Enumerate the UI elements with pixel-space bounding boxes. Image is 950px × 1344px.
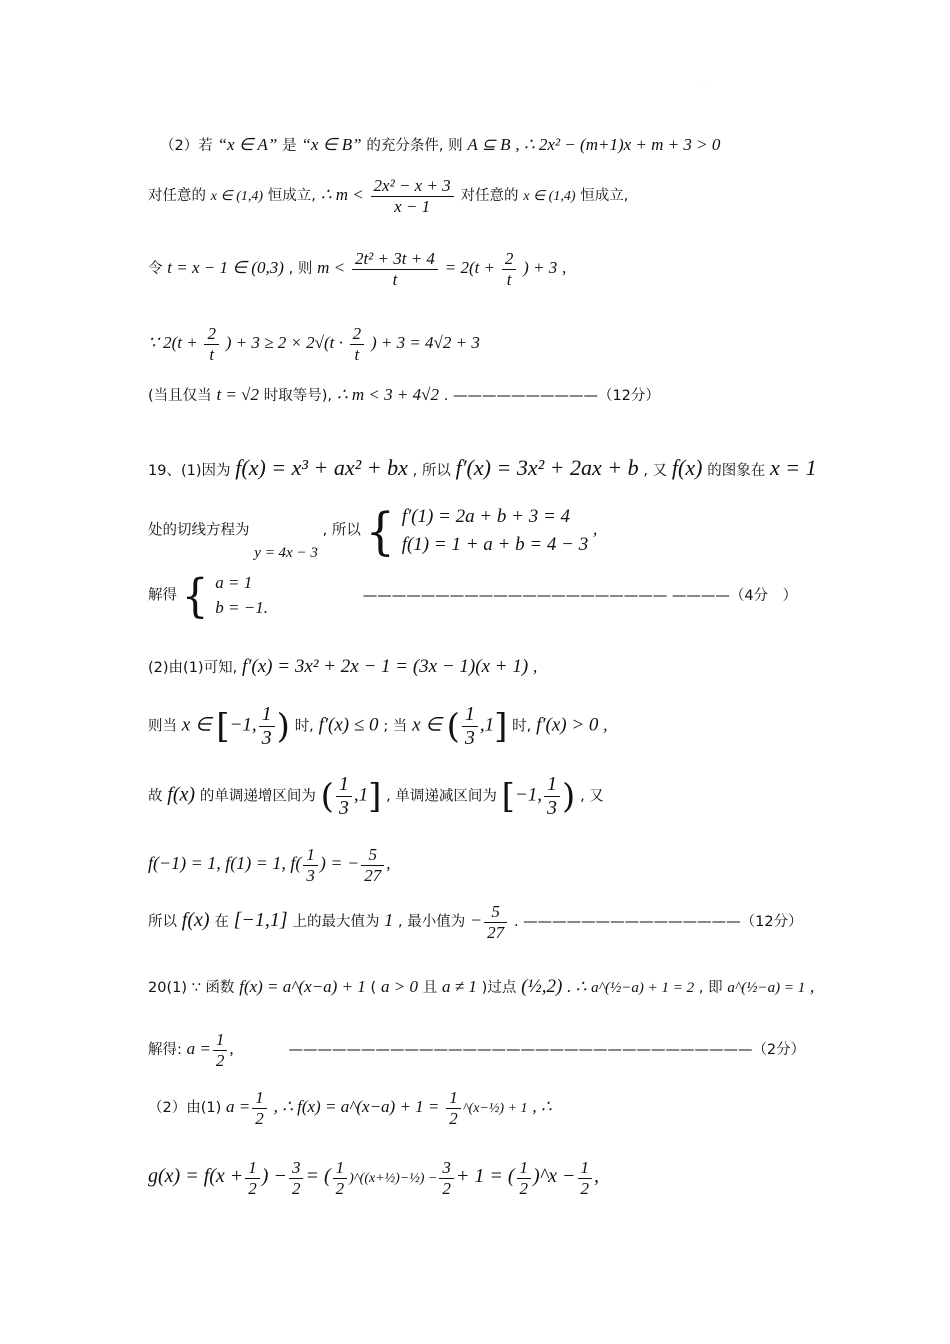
formula: f(x) bbox=[671, 455, 703, 480]
formula: , bbox=[229, 1039, 234, 1059]
formula: , bbox=[603, 715, 608, 735]
text: , 最小值为 bbox=[398, 914, 466, 931]
formula: a > 0 bbox=[381, 977, 418, 996]
text: ; 当 bbox=[383, 718, 408, 735]
fraction bbox=[544, 773, 560, 820]
text: 所以 bbox=[148, 914, 177, 931]
denominator: x − 1 bbox=[394, 196, 431, 216]
formula: , bbox=[809, 977, 815, 996]
text: , 又 bbox=[580, 788, 604, 805]
formula: a ≠ 1 bbox=[442, 977, 477, 996]
fraction bbox=[502, 249, 517, 289]
formula: = ( bbox=[305, 1165, 331, 1188]
numerator: 5 bbox=[361, 845, 384, 866]
text: )过点 bbox=[481, 980, 517, 996]
formula: f′(x) ≤ 0 bbox=[318, 714, 379, 736]
denominator: 2 bbox=[335, 1178, 345, 1198]
brace: { bbox=[181, 568, 209, 623]
denominator: 27 bbox=[487, 922, 505, 942]
line-sign-analysis bbox=[148, 703, 607, 750]
formula: (½,2) bbox=[521, 976, 563, 997]
numerator: 1 bbox=[333, 1158, 348, 1179]
line-function-values bbox=[148, 845, 390, 885]
fraction bbox=[371, 176, 454, 216]
line-part2-condition bbox=[160, 134, 720, 155]
text: 且 bbox=[422, 980, 438, 996]
formula: [−1,1] bbox=[233, 909, 288, 932]
bracket: [ bbox=[216, 706, 230, 747]
fraction bbox=[259, 703, 275, 750]
formula: a = bbox=[226, 1097, 251, 1117]
line-part2-f bbox=[148, 1088, 552, 1128]
numerator: 5 bbox=[484, 902, 507, 923]
formula: ^(x−½) + 1 bbox=[462, 1101, 528, 1117]
denominator: 3 bbox=[547, 797, 558, 819]
formula: 1 bbox=[384, 910, 394, 931]
text: 是 bbox=[282, 138, 297, 154]
formula: m < bbox=[317, 258, 346, 278]
line-q19-intro bbox=[148, 455, 817, 481]
formula: f(x) bbox=[167, 783, 196, 806]
formula: )^x − bbox=[533, 1165, 576, 1188]
formula: . ∴ bbox=[567, 977, 587, 996]
formula: ) − bbox=[261, 1165, 287, 1188]
numerator: 1 bbox=[544, 773, 560, 797]
formula: f′(x) = 3x² + 2x − 1 = (3x − 1)(x + 1) bbox=[241, 656, 529, 677]
denominator: 2 bbox=[449, 1108, 458, 1128]
equation: f(1) = 1 + a + b = 4 − 3 bbox=[401, 533, 589, 555]
formula: ∴ m < bbox=[320, 185, 364, 205]
numerator: 3 bbox=[439, 1158, 454, 1179]
text: 时, bbox=[512, 718, 532, 735]
fraction bbox=[462, 703, 478, 750]
score-marker: ————————————————————————————————（2分） bbox=[288, 1042, 806, 1059]
text: 解得 bbox=[148, 587, 177, 604]
denominator: 3 bbox=[261, 727, 272, 749]
line-derivative bbox=[148, 656, 537, 678]
fraction bbox=[245, 1158, 260, 1198]
fraction bbox=[213, 1030, 228, 1070]
text: 时, bbox=[294, 718, 314, 735]
line-equality-case bbox=[148, 384, 660, 405]
denominator: t bbox=[506, 269, 512, 289]
formula: x ∈ (1,4) bbox=[210, 189, 264, 205]
formula: ,1 bbox=[353, 784, 369, 806]
numerator: 1 bbox=[213, 1030, 228, 1051]
formula: ) = − bbox=[319, 853, 360, 874]
denominator: 2 bbox=[215, 1050, 225, 1070]
line-am-gm bbox=[148, 324, 480, 364]
formula: ∵ 2(t + bbox=[148, 333, 198, 353]
formula: , ∴ bbox=[532, 1097, 552, 1117]
denominator: t bbox=[209, 344, 215, 364]
numerator: 2t² + 3t + 4 bbox=[352, 249, 438, 270]
text: , 所以 bbox=[412, 463, 451, 479]
text: 恒成立, bbox=[580, 188, 629, 205]
text: 对任意的 bbox=[460, 188, 519, 205]
fraction bbox=[517, 1158, 532, 1198]
text: 则当 bbox=[148, 718, 177, 735]
text: , 即 bbox=[698, 980, 723, 996]
text: 处的切线方程为 bbox=[148, 522, 250, 539]
equation-system bbox=[215, 571, 268, 620]
text: 的图象在 bbox=[707, 463, 766, 479]
line-solution-ab bbox=[148, 568, 798, 623]
formula: , bbox=[593, 519, 598, 539]
numerator: 2 bbox=[502, 249, 517, 270]
numerator: 1 bbox=[578, 1158, 593, 1179]
fraction bbox=[484, 902, 507, 942]
formula: “x ∈ A” bbox=[217, 135, 278, 154]
formula: x ∈ (1,4) bbox=[523, 189, 576, 205]
numerator: 1 bbox=[446, 1088, 461, 1109]
denominator: 3 bbox=[338, 797, 349, 819]
formula: a^(½−a) + 1 = 2 bbox=[591, 980, 695, 996]
text: 时取等号), bbox=[263, 388, 333, 404]
formula: , bbox=[386, 854, 391, 874]
bracket: ] bbox=[368, 776, 382, 817]
bracket: ( bbox=[446, 706, 460, 747]
formula: x ∈ bbox=[181, 714, 212, 736]
fraction bbox=[352, 249, 438, 289]
formula: + 1 = ( bbox=[455, 1165, 515, 1188]
text: 上的最大值为 bbox=[292, 914, 380, 931]
formula: ) + 3 ≥ 2 × 2√(t · bbox=[225, 333, 343, 353]
text: , 单调递减区间为 bbox=[386, 788, 497, 805]
formula: “x ∈ B” bbox=[301, 135, 362, 154]
formula: ∴ m < 3 + 4√2 bbox=[336, 385, 439, 404]
formula: ) + 3 bbox=[523, 258, 558, 278]
formula: , ∴ 2x² − (m+1)x + m + 3 > 0 bbox=[515, 135, 721, 154]
fraction bbox=[303, 845, 318, 885]
formula: ) + 3 = 4√2 + 3 bbox=[370, 333, 480, 353]
bracket: ] bbox=[494, 706, 508, 747]
formula: = 2(t + bbox=[444, 258, 496, 278]
numerator: 2 bbox=[204, 324, 219, 345]
fraction bbox=[336, 773, 352, 820]
denominator: 2 bbox=[580, 1178, 590, 1198]
bracket: ) bbox=[276, 706, 290, 747]
formula: g(x) = f(x + bbox=[148, 1165, 244, 1188]
text: 的单调递增区间为 bbox=[199, 788, 316, 805]
formula: − bbox=[470, 910, 483, 931]
formula: , bbox=[562, 258, 567, 278]
formula: f′(x) = 3x² + 2ax + b bbox=[455, 455, 639, 480]
denominator: 2 bbox=[248, 1178, 257, 1198]
fraction bbox=[289, 1158, 304, 1198]
text: （2）由(1) bbox=[148, 1100, 222, 1117]
fraction bbox=[439, 1158, 454, 1198]
formula: −1, bbox=[514, 784, 543, 806]
text: , 所以 bbox=[322, 522, 361, 539]
fraction bbox=[446, 1088, 461, 1128]
fraction bbox=[252, 1088, 267, 1128]
line-g-function bbox=[148, 1158, 599, 1198]
equation: b = −1. bbox=[215, 597, 268, 617]
formula: t = √2 bbox=[216, 385, 259, 404]
numerator: 3 bbox=[289, 1158, 304, 1179]
formula: )^((x+½)−½) − bbox=[349, 1171, 438, 1187]
equation-system bbox=[402, 503, 589, 558]
formula: a^(½−a) = 1 bbox=[727, 980, 806, 996]
scan-dot: · bbox=[703, 80, 705, 87]
formula: y = 4x − 3 bbox=[254, 544, 318, 561]
formula: f′(x) > 0 bbox=[536, 714, 599, 736]
line-extreme-values bbox=[148, 902, 803, 942]
numerator: 1 bbox=[259, 703, 275, 727]
bracket: [ bbox=[501, 776, 515, 817]
text: 令 bbox=[148, 261, 163, 278]
denominator: 2 bbox=[291, 1178, 301, 1198]
denominator: 27 bbox=[364, 865, 382, 885]
numerator: 1 bbox=[303, 845, 318, 866]
brace: { bbox=[365, 500, 395, 561]
formula: f(−1) = 1, f(1) = 1, f( bbox=[148, 853, 302, 874]
text: 恒成立, bbox=[267, 188, 316, 205]
text: 19、(1)因为 bbox=[148, 463, 231, 479]
denominator: 2 bbox=[255, 1108, 264, 1128]
fraction bbox=[578, 1158, 593, 1198]
line-solve-a bbox=[148, 1030, 805, 1070]
bracket: ) bbox=[562, 776, 576, 817]
fraction bbox=[350, 324, 365, 364]
formula: A ⊆ B bbox=[467, 135, 511, 154]
line-tangent-system bbox=[148, 500, 598, 561]
line-m-inequality bbox=[148, 176, 628, 216]
text: 的充分条件, 则 bbox=[366, 138, 463, 154]
denominator: 2 bbox=[442, 1178, 451, 1198]
numerator: 1 bbox=[336, 773, 352, 797]
text: 20(1) ∵ 函数 bbox=[148, 980, 235, 996]
text: （2）若 bbox=[160, 138, 213, 154]
score-marker: . ——————————（12分） bbox=[443, 388, 660, 404]
formula: f(x) = a^(x−a) + 1 bbox=[239, 977, 366, 996]
denominator: t bbox=[392, 269, 398, 289]
text: 在 bbox=[214, 914, 229, 931]
numerator: 1 bbox=[517, 1158, 532, 1179]
score-marker: . ———————————————（12分） bbox=[513, 914, 803, 931]
text: , 又 bbox=[643, 463, 668, 479]
score-marker: ————————————————————— ————（4分 ） bbox=[362, 587, 798, 604]
text: ( bbox=[370, 980, 377, 996]
bracket: ( bbox=[320, 776, 334, 817]
denominator: t bbox=[354, 344, 360, 364]
formula: , bbox=[594, 1165, 600, 1188]
fraction bbox=[204, 324, 219, 364]
equation: a = 1 bbox=[215, 573, 253, 592]
text: 故 bbox=[148, 788, 163, 805]
denominator: 3 bbox=[306, 865, 315, 885]
numerator: 1 bbox=[252, 1088, 267, 1109]
formula: , ∴ f(x) = a^(x−a) + 1 = bbox=[273, 1097, 440, 1117]
denominator: 3 bbox=[464, 727, 475, 749]
text: 解得: bbox=[148, 1042, 182, 1059]
formula: f(x) = x³ + ax² + bx bbox=[235, 455, 408, 480]
numerator: 2 bbox=[350, 324, 365, 345]
equation: f′(1) = 2a + b + 3 = 4 bbox=[401, 506, 571, 527]
formula: −1, bbox=[229, 714, 257, 736]
formula: , bbox=[532, 657, 538, 676]
formula: t = x − 1 ∈ (0,3) bbox=[167, 258, 284, 278]
formula: x = 1 bbox=[770, 455, 817, 480]
numerator: 2x² − x + 3 bbox=[371, 176, 454, 197]
text: 对任意的 bbox=[148, 188, 206, 205]
formula: ,1 bbox=[479, 714, 495, 736]
numerator: 1 bbox=[245, 1158, 260, 1179]
formula: a = bbox=[186, 1039, 211, 1059]
line-substitution bbox=[148, 249, 566, 289]
formula: f(x) bbox=[181, 909, 210, 932]
formula: x ∈ bbox=[412, 714, 442, 736]
text: (2)由(1)可知, bbox=[148, 660, 238, 676]
fraction bbox=[333, 1158, 348, 1198]
line-q20-intro bbox=[148, 976, 814, 998]
denominator: 2 bbox=[519, 1178, 529, 1198]
text: , 则 bbox=[288, 261, 313, 278]
fraction bbox=[361, 845, 384, 885]
text: (当且仅当 bbox=[148, 388, 212, 404]
line-monotonic-intervals bbox=[148, 773, 604, 820]
numerator: 1 bbox=[462, 703, 478, 727]
